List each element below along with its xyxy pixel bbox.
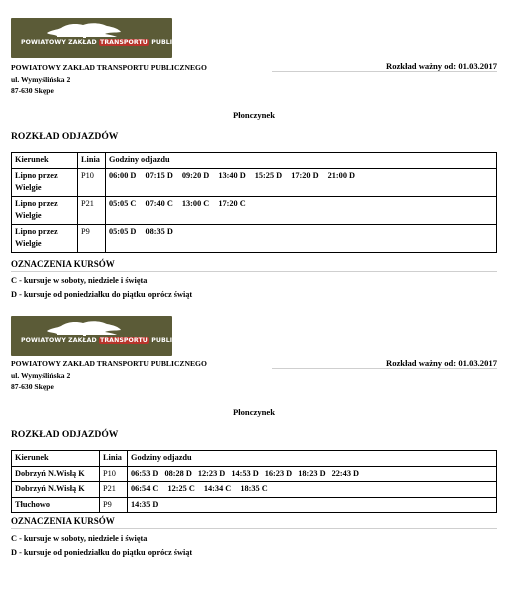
tree-icon <box>11 316 202 356</box>
header-times: Godziny odjazdu <box>106 153 497 169</box>
departure-table <box>11 152 497 253</box>
departure-time: 17:20 C <box>218 198 246 208</box>
schedule-title: ROZKŁAD ODJAZDÓW <box>11 429 119 440</box>
legend-title <box>11 516 115 526</box>
departure-time: 05:05 D <box>109 226 137 236</box>
row-times <box>106 196 497 224</box>
departure-time: 08:28 D <box>164 468 192 478</box>
departure-time: 18:23 D <box>298 468 326 478</box>
stop-name: Płonczynek <box>232 407 275 417</box>
departure-time: 07:15 D <box>145 170 173 180</box>
table-row <box>12 168 497 196</box>
company-street: ul. Wymyślińska 2 <box>11 370 71 380</box>
row-direction: Lipno przez Wielgie <box>12 168 78 196</box>
departure-time: 14:53 D <box>231 468 259 478</box>
row-line: P10 <box>100 466 128 482</box>
departure-time: 17:20 D <box>291 170 319 180</box>
legend-divider <box>11 271 497 272</box>
table-row <box>12 196 497 224</box>
departure-time: 18:35 C <box>240 484 268 493</box>
header-direction: Kierunek <box>12 451 100 467</box>
company-city: 87-630 Skępe <box>11 86 54 95</box>
row-line: P10 <box>78 168 106 196</box>
departure-time: 12:23 D <box>197 468 226 478</box>
logo-text: POWIATOWY ZAKŁAD TRANSPORTU PUBLICZNEGO <box>21 337 202 344</box>
legend-divider <box>11 528 497 529</box>
company-address <box>11 358 207 393</box>
logo-text: POWIATOWY ZAKŁAD TRANSPORTU PUBLICZNEGO <box>21 39 202 46</box>
departure-time: 06:00 D <box>109 170 137 180</box>
table-header-row <box>12 451 497 467</box>
departure-time: 22:43 D <box>331 468 360 478</box>
valid-from: Rozkład ważny od: 01.03.2017 <box>385 358 497 368</box>
company-city: 87-630 Skępe <box>11 382 54 391</box>
company-name: POWIATOWY ZAKŁAD TRANSPORTU PUBLICZNEGO <box>11 63 207 72</box>
departure-time: 15:25 D <box>254 170 283 180</box>
departure-time: 06:54 C <box>131 484 159 493</box>
row-times <box>128 466 497 482</box>
departure-time: 14:34 C <box>203 484 232 493</box>
table-row <box>12 497 497 513</box>
table-row <box>12 482 497 498</box>
timetable-sheet <box>0 310 508 600</box>
row-line: P21 <box>78 196 106 224</box>
departure-time: 05:05 C <box>109 198 137 208</box>
header-times: Godziny odjazdu <box>128 451 497 467</box>
row-times <box>128 497 497 513</box>
legend-item: D - kursuje od poniedziałku do piątku oprócz świąt <box>11 290 193 299</box>
row-times <box>128 482 497 498</box>
company-name: POWIATOWY ZAKŁAD TRANSPORTU PUBLICZNEGO <box>11 359 207 368</box>
departure-time: 08:35 D <box>145 226 173 236</box>
company-street: ul. Wymyślińska 2 <box>11 74 71 84</box>
row-times <box>106 168 497 196</box>
legend-title <box>11 259 115 269</box>
legend-title-text: OZNACZENIA KURSÓW <box>11 259 115 269</box>
departure-time: 12:25 C <box>167 484 195 493</box>
row-direction: Lipno przez Wielgie <box>12 224 78 252</box>
departure-time: 07:40 C <box>145 198 173 208</box>
company-logo <box>11 18 202 58</box>
departure-time: 14:35 D <box>131 499 159 509</box>
table-row <box>12 224 497 252</box>
stop-name: Płonczynek <box>232 110 275 120</box>
row-line: P9 <box>100 497 128 513</box>
departure-time: 09:20 D <box>181 170 210 180</box>
departure-table <box>11 450 497 513</box>
row-direction: Dobrzyń N.Wisłą K <box>12 482 100 498</box>
tree-icon <box>11 18 202 58</box>
legend-item: C - kursuje w soboty, niedziele i święta <box>11 276 148 285</box>
company-logo <box>11 316 202 356</box>
header-line: Linia <box>100 451 128 467</box>
company-address <box>11 62 207 97</box>
header-direction: Kierunek <box>12 153 78 169</box>
departure-time: 13:00 C <box>181 198 210 208</box>
row-direction: Tłuchowo <box>12 497 100 513</box>
valid-from: Rozkład ważny od: 01.03.2017 <box>385 61 497 71</box>
table-header-row <box>12 153 497 169</box>
table-row <box>12 466 497 482</box>
departure-time: 13:40 D <box>218 170 246 180</box>
legend-title-text: OZNACZENIA KURSÓW <box>11 516 115 526</box>
schedule-title: ROZKŁAD ODJAZDÓW <box>11 131 119 142</box>
row-times <box>106 224 497 252</box>
row-line: P21 <box>100 482 128 498</box>
departure-time: 06:53 D <box>131 468 159 478</box>
row-direction: Dobrzyń N.Wisłą K <box>12 466 100 482</box>
header-divider <box>272 71 497 72</box>
departure-time: 21:00 D <box>327 170 356 180</box>
legend-item: D - kursuje od poniedziałku do piątku oprócz świąt <box>11 548 193 557</box>
header-line: Linia <box>78 153 106 169</box>
departure-time: 16:23 D <box>264 468 293 478</box>
row-direction: Lipno przez Wielgie <box>12 196 78 224</box>
header-divider <box>272 368 497 369</box>
row-line: P9 <box>78 224 106 252</box>
legend-item: C - kursuje w soboty, niedziele i święta <box>11 534 148 543</box>
